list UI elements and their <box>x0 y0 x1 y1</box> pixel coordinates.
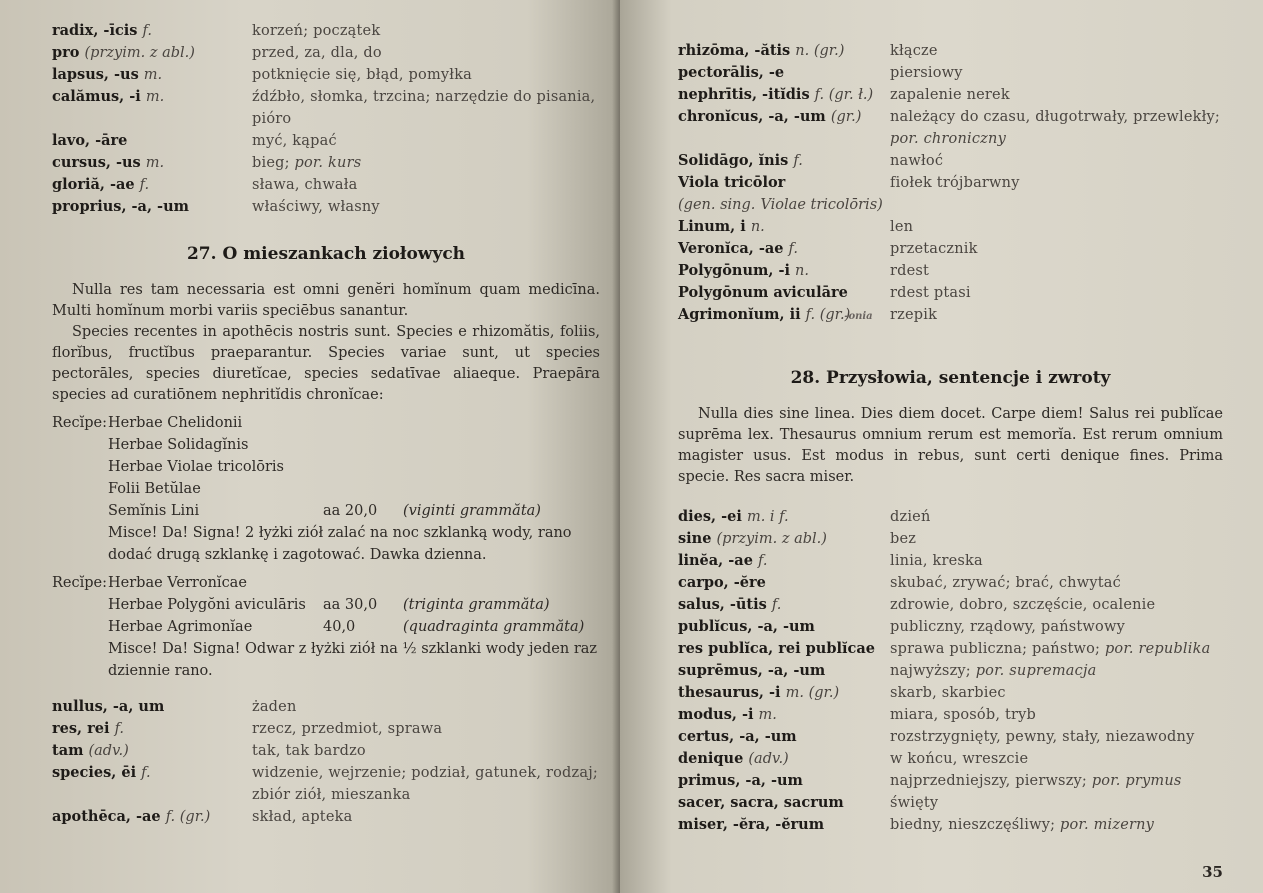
latin-term <box>52 42 252 64</box>
latin-headword: nephrītis, -itĭdis <box>678 86 810 103</box>
polish-translation <box>890 128 1223 150</box>
latin-term <box>52 696 252 718</box>
recipe-amount: aa 30,0 <box>323 597 378 613</box>
translation-text: potknięcie się, błąd, pomyłka <box>252 67 473 83</box>
translation-text: skubać, zrywać; brać, chwytać <box>890 575 1121 591</box>
grammar-note: m. <box>145 89 165 105</box>
latin-headword: radix, -īcis <box>52 22 138 39</box>
latin-headword: publĭcus, -a, -um <box>678 618 815 635</box>
recipe-line <box>52 456 600 478</box>
polish-translation <box>890 572 1223 594</box>
vocab-row <box>678 282 1223 304</box>
recipe-ingredient: Herbae Violae tricolōris <box>108 459 284 475</box>
translation-text: należący do czasu, długotrwały, przewlekły; <box>890 109 1220 125</box>
translation-text: najwyższy; <box>890 663 971 679</box>
polish-translation <box>252 42 600 64</box>
vocab-row <box>52 740 600 762</box>
vocab-table-top-left <box>52 20 600 218</box>
vocab-row <box>678 528 1223 550</box>
polish-translation <box>890 172 1223 194</box>
polish-translation <box>890 84 1223 106</box>
polish-translation <box>252 784 600 806</box>
polish-translation <box>252 762 600 784</box>
vocab-row <box>52 108 600 130</box>
grammar-note: m. <box>758 707 777 723</box>
translation-reference: por. republika <box>1104 641 1211 657</box>
grammar-note: f. (gr.) <box>805 307 851 323</box>
translation-text: w końcu, wreszcie <box>890 751 1029 767</box>
right-page <box>620 0 1263 893</box>
translation-reference: por. kurs <box>294 155 362 171</box>
recipe-label <box>52 456 108 478</box>
grammar-extra: Violae tricolōris) <box>760 197 883 213</box>
vocab-row <box>678 572 1223 594</box>
recipe-line <box>52 412 600 434</box>
latin-headword: lavo, -āre <box>52 132 128 149</box>
recipe-grams-words: (quadraginta grammăta) <box>403 619 585 635</box>
paragraph: Nulla res tam necessaria est omni genĕri homĭnum quam medicīna. Multi homĭnum morbi variis speciēbus sanantur. <box>52 282 600 319</box>
translation-reference: por. chroniczny <box>890 131 1006 147</box>
translation-text: nawłoć <box>890 153 944 169</box>
latin-headword: Veronĭca, -ae <box>678 240 784 257</box>
vocab-row <box>678 770 1223 792</box>
vocab-table-bottom-left <box>52 696 600 828</box>
translation-text: biedny, nieszczęśliwy; <box>890 817 1056 833</box>
grammar-note: n. (gr.) <box>795 43 845 59</box>
grammar-note: m. <box>145 155 165 171</box>
translation-reference: por. supremacja <box>975 663 1097 679</box>
grammar-note: f. (gr.) <box>165 809 211 825</box>
latin-headword: nullus, -a, um <box>52 698 165 715</box>
recipe-ingredient: Folii Betŭlae <box>108 481 201 497</box>
latin-term <box>52 806 252 828</box>
latin-headword: chronĭcus, -a, -um <box>678 108 826 125</box>
polish-translation <box>890 304 1223 328</box>
polish-translation <box>252 108 600 130</box>
polish-translation <box>252 130 600 152</box>
vocab-row <box>678 304 1223 328</box>
recipe-amount <box>323 456 403 478</box>
translation-text: linia, kreska <box>890 553 983 569</box>
latin-term <box>678 260 890 282</box>
latin-headword: gloriă, -ae <box>52 176 135 193</box>
latin-headword: carpo, -ĕre <box>678 574 766 591</box>
polish-translation <box>890 506 1223 528</box>
polish-translation <box>890 792 1223 814</box>
latin-term <box>678 572 890 594</box>
vocab-row <box>52 784 600 806</box>
latin-term <box>52 784 252 806</box>
polish-translation <box>252 20 600 42</box>
latin-term <box>678 660 890 682</box>
latin-term <box>678 550 890 572</box>
latin-term <box>52 152 252 174</box>
latin-headword: lapsus, -us <box>52 66 139 83</box>
grammar-note: m. <box>143 67 163 83</box>
grammar-note: f. (gr. ł.) <box>814 87 874 103</box>
polish-translation <box>890 528 1223 550</box>
latin-term <box>678 40 890 62</box>
vocab-table-bottom-right <box>678 506 1223 836</box>
latin-headword: linĕa, -ae <box>678 552 753 569</box>
polish-translation <box>252 718 600 740</box>
recipe-ingredient: Herbae Chelidonii <box>108 415 243 431</box>
recipe-amount: aa 20,0 <box>323 503 378 519</box>
recipe-grams-words: (triginta grammăta) <box>403 597 550 613</box>
translation-text: rzepik <box>890 307 938 323</box>
latin-term <box>678 128 890 150</box>
vocab-row <box>678 150 1223 172</box>
latin-term <box>678 748 890 770</box>
recipe-instructions: Misce! Da! Signa! Odwar z łyżki ziół na ½ szklanki wody jeden raz dziennie rano. <box>108 641 598 679</box>
vocab-row <box>52 42 600 64</box>
latin-headword: cursus, -us <box>52 154 141 171</box>
polish-translation <box>890 748 1223 770</box>
latin-term <box>678 770 890 792</box>
recipe-label <box>52 594 108 616</box>
vocab-row <box>678 84 1223 106</box>
polish-translation <box>252 86 600 108</box>
vocab-row <box>678 260 1223 282</box>
vocab-row <box>52 696 600 718</box>
grammar-note: (przyim. z abl.) <box>716 531 827 547</box>
polish-translation <box>890 660 1223 682</box>
latin-term <box>678 704 890 726</box>
latin-headword: species, ēi <box>52 764 137 781</box>
section-title-28: 28. Przysłowia, sentencje i zwroty <box>790 368 1111 388</box>
translation-text: bieg; <box>252 155 290 171</box>
vocab-row <box>678 726 1223 748</box>
latin-term <box>678 194 890 216</box>
translation-text: przetacznik <box>890 241 978 257</box>
paragraph: Species recentes in apothēcis nostris sunt. Species e rhizomătis, foliis, florĭbus, fructĭbus praeparantur. Species variae sunt, ut species pectorāles, species diuretĭcae, species sedatīvae aliaeque. Praepāra species ad curatiōnem nephritĭdis chronĭcae: <box>52 324 600 403</box>
latin-headword: miser, -ĕra, -ĕrum <box>678 816 825 833</box>
polish-translation <box>890 638 1223 660</box>
polish-translation <box>890 106 1223 128</box>
latin-headword: apothēca, -ae <box>52 808 161 825</box>
recipe-ingredient: Semĭnis Lini <box>108 503 200 519</box>
polish-translation <box>252 740 600 762</box>
latin-headword: tam <box>52 742 84 759</box>
polish-translation <box>890 682 1223 704</box>
latin-term <box>678 150 890 172</box>
vocab-row <box>678 638 1223 660</box>
translation-text: właściwy, własny <box>252 199 380 215</box>
grammar-note: f. <box>788 241 798 257</box>
vocab-row <box>678 616 1223 638</box>
vocab-row <box>678 172 1223 194</box>
polish-translation <box>252 174 600 196</box>
latin-term <box>678 792 890 814</box>
translation-text: korzeń; początek <box>252 23 381 39</box>
translation-text: tak, tak bardzo <box>252 743 366 759</box>
latin-term <box>678 814 890 836</box>
translation-text: skarb, skarbiec <box>890 685 1006 701</box>
recipe-instructions: Misce! Da! Signa! 2 łyżki ziół zalać na noc szklanką wody, rano dodać drugą szklankę i zagotować. Dawka dzienna. <box>108 525 572 563</box>
recipe-amount <box>323 434 403 456</box>
polish-translation <box>890 814 1223 836</box>
grammar-note: f. <box>114 721 125 737</box>
recipe-label <box>52 616 108 638</box>
vocab-row <box>52 762 600 784</box>
recipe-label: Recĭpe: <box>52 575 108 591</box>
recipe-line <box>52 616 600 638</box>
polish-translation <box>252 64 600 86</box>
recipe-ingredient: Herbae Polygŏni aviculāris <box>108 597 306 613</box>
latin-term <box>678 304 890 328</box>
latin-term <box>678 172 890 194</box>
latin-term <box>678 682 890 704</box>
vocab-row <box>678 550 1223 572</box>
latin-headword: res, rei <box>52 720 110 737</box>
recipe-label <box>52 434 108 456</box>
polish-translation <box>890 150 1223 172</box>
translation-text: bez <box>890 531 917 547</box>
vocab-row <box>52 130 600 152</box>
polish-translation <box>890 770 1223 792</box>
vocab-row <box>678 594 1223 616</box>
latin-headword: Polygōnum, -i <box>678 262 790 279</box>
translation-text: fiołek trójbarwny <box>890 175 1020 191</box>
latin-term <box>678 84 890 106</box>
recipe-ingredient: Herbae Verronĭcae <box>108 575 247 591</box>
translation-text: widzenie, wejrzenie; podział, gatunek, rodzaj; <box>252 765 598 781</box>
latin-headword: Viola tricōlor <box>678 174 786 191</box>
grammar-note: f. <box>771 597 782 613</box>
polish-translation <box>252 196 600 218</box>
vocab-row <box>678 238 1223 260</box>
vocab-row <box>52 718 600 740</box>
latin-headword: sine <box>678 530 712 547</box>
latin-headword: Linum, i <box>678 218 746 235</box>
grammar-note: f. <box>757 553 768 569</box>
latin-term <box>52 130 252 152</box>
translation-text: dzień <box>890 509 931 525</box>
translation-text: rzecz, przedmiot, sprawa <box>252 721 443 737</box>
vocab-row <box>678 704 1223 726</box>
vocab-row <box>678 748 1223 770</box>
vocab-row <box>678 506 1223 528</box>
translation-text: przed, za, dla, do <box>252 45 382 61</box>
recipe-line <box>52 594 600 616</box>
translation-text: sprawa publiczna; państwo; <box>890 641 1101 657</box>
latin-term <box>52 108 252 130</box>
vocab-row <box>52 806 600 828</box>
vocab-row <box>52 174 600 196</box>
recipe-amount <box>323 412 403 434</box>
latin-headword: pro <box>52 44 80 61</box>
grammar-note: (adv.) <box>88 743 129 759</box>
polish-translation <box>890 282 1223 304</box>
translation-text: piersiowy <box>890 65 963 81</box>
translation-reference: por. mizerny <box>1060 817 1155 833</box>
latin-headword: salus, -ūtis <box>678 596 767 613</box>
latin-headword: Agrimonĭum, ii <box>678 306 801 323</box>
latin-headword: thesaurus, -i <box>678 684 781 701</box>
vocab-row <box>52 152 600 174</box>
vocab-row <box>678 62 1223 84</box>
vocab-row <box>678 814 1223 836</box>
latin-term <box>678 238 890 260</box>
polish-translation <box>890 238 1223 260</box>
recipe-ingredient: Herbae Agrimonĭae <box>108 619 253 635</box>
recipe-amount <box>323 478 403 500</box>
latin-headword: pectorālis, -e <box>678 64 785 81</box>
recipe-grams-words: (viginti grammăta) <box>403 503 541 519</box>
grammar-note: m. i f. <box>746 509 789 525</box>
latin-term <box>52 762 252 784</box>
recipe-1 <box>52 412 600 566</box>
page-number: 35 <box>1202 863 1223 881</box>
latin-headword: suprēmus, -a, -um <box>678 662 826 679</box>
recipe-label <box>52 478 108 500</box>
polish-translation <box>252 806 600 828</box>
translation-text: zbiór ziół, mieszanka <box>252 787 411 803</box>
latin-term <box>678 528 890 550</box>
latin-term <box>678 216 890 238</box>
latin-term <box>52 718 252 740</box>
latin-headword: dies, -ei <box>678 508 742 525</box>
latin-term <box>678 62 890 84</box>
vocab-row <box>52 86 600 108</box>
recipe-amount: 40,0 <box>323 619 356 635</box>
recipe-line <box>52 500 600 522</box>
latin-term <box>678 506 890 528</box>
grammar-note: f. <box>139 177 150 193</box>
vocab-row <box>678 660 1223 682</box>
polish-translation <box>890 616 1223 638</box>
latin-headword: res publĭca, rei publĭcae <box>678 640 875 657</box>
latin-term <box>678 726 890 748</box>
latin-headword: primus, -a, -um <box>678 772 803 789</box>
left-page <box>0 0 620 893</box>
polish-translation <box>890 594 1223 616</box>
latin-term <box>678 616 890 638</box>
translation-text: święty <box>890 795 939 811</box>
latin-term <box>678 106 890 128</box>
latin-headword: proprius, -a, -um <box>52 198 189 215</box>
latin-headword: modus, -i <box>678 706 754 723</box>
recipe-ingredient: Herbae Solidagĭnis <box>108 437 249 453</box>
latin-headword: Polygōnum aviculāre <box>678 284 848 301</box>
translation-text: pióro <box>252 111 292 127</box>
vocab-row <box>678 106 1223 128</box>
vocab-table-top-right <box>678 40 1223 328</box>
latin-term <box>52 196 252 218</box>
vocab-row <box>678 216 1223 238</box>
vocab-row <box>52 64 600 86</box>
polish-translation <box>890 194 1223 216</box>
translation-text: len <box>890 219 914 235</box>
polish-translation <box>252 152 600 174</box>
grammar-note: n. <box>795 263 809 279</box>
translation-text: zdrowie, dobro, szczęście, ocalenie <box>890 597 1156 613</box>
vocab-row <box>678 792 1223 814</box>
translation-text: żaden <box>252 699 297 715</box>
latin-headword: rhizōma, -ătis <box>678 42 791 59</box>
latin-term <box>52 86 252 108</box>
section-title-27: 27. O mieszankach ziołowych <box>186 244 466 264</box>
latin-headword: Solidāgo, ĭnis <box>678 152 789 169</box>
translation-text: rdest ptasi <box>890 285 971 301</box>
translation-text: publiczny, rządowy, państwowy <box>890 619 1125 635</box>
translation-text: skład, apteka <box>252 809 353 825</box>
recipe-2 <box>52 572 600 682</box>
vocab-row <box>678 128 1223 150</box>
recipe-amount <box>323 572 403 594</box>
vocab-row <box>678 194 1223 216</box>
recipe-label <box>52 500 108 522</box>
grammar-note: f. <box>142 23 152 39</box>
translation-text: najprzedniejszy, pierwszy; <box>890 773 1088 789</box>
polish-translation <box>890 216 1223 238</box>
grammar-note: (przyim. z abl.) <box>84 45 195 61</box>
proverbs-paragraph: Nulla dies sine linea. Dies diem docet. Carpe diem! Salus rei publĭcae suprēma lex. Thesaurus omnium rerum est memorĭa. Est rerum omnium magister usus. Est modus in rebus, sunt certi denique fines. Prima specie. Res sacra miser. <box>678 406 1223 485</box>
polish-translation <box>890 260 1223 282</box>
latin-term <box>52 740 252 762</box>
translation-text: rozstrzygnięty, pewny, stały, niezawodny <box>890 729 1195 745</box>
translation-text: źdźbło, słomka, trzcina; narzędzie do pisania, <box>252 89 596 105</box>
polish-translation <box>890 704 1223 726</box>
latin-term <box>678 282 890 304</box>
translation-text: zapalenie nerek <box>890 87 1010 103</box>
latin-headword: denique <box>678 750 744 767</box>
recipe-line <box>52 434 600 456</box>
vocab-row <box>52 20 600 42</box>
latin-headword: sacer, sacra, sacrum <box>678 794 844 811</box>
grammar-note: f. <box>793 153 803 169</box>
latin-term <box>52 174 252 196</box>
translation-text: rdest <box>890 263 930 279</box>
recipe-line <box>52 572 600 594</box>
translation-reference: por. prymus <box>1091 773 1182 789</box>
polish-translation <box>890 40 1223 62</box>
latin-headword: calămus, -i <box>52 88 141 105</box>
recipe-line <box>52 478 600 500</box>
translation-text: myć, kąpać <box>252 133 337 149</box>
polish-translation <box>252 696 600 718</box>
grammar-note: (gen. sing. <box>678 197 756 213</box>
vocab-row <box>52 196 600 218</box>
grammar-note: n. <box>750 219 765 235</box>
recipe-label: Recĭpe: <box>52 415 108 431</box>
polish-translation <box>890 726 1223 748</box>
latin-term <box>678 594 890 616</box>
section-27-text <box>52 280 600 406</box>
latin-headword: certus, -a, -um <box>678 728 797 745</box>
grammar-note: m. (gr.) <box>785 685 840 701</box>
grammar-note: (adv.) <box>748 751 789 767</box>
translation-text: kłącze <box>890 43 938 59</box>
vocab-row <box>678 682 1223 704</box>
vocab-row <box>678 40 1223 62</box>
grammar-note: f. <box>141 765 151 781</box>
polish-translation <box>890 550 1223 572</box>
latin-term <box>52 20 252 42</box>
latin-term <box>678 638 890 660</box>
grammar-note: (gr.) <box>830 109 862 125</box>
polish-translation <box>890 62 1223 84</box>
handwritten-note: -onia <box>844 311 873 322</box>
translation-text: miara, sposób, tryb <box>890 707 1036 723</box>
latin-term <box>52 64 252 86</box>
translation-text: sława, chwała <box>252 177 358 193</box>
